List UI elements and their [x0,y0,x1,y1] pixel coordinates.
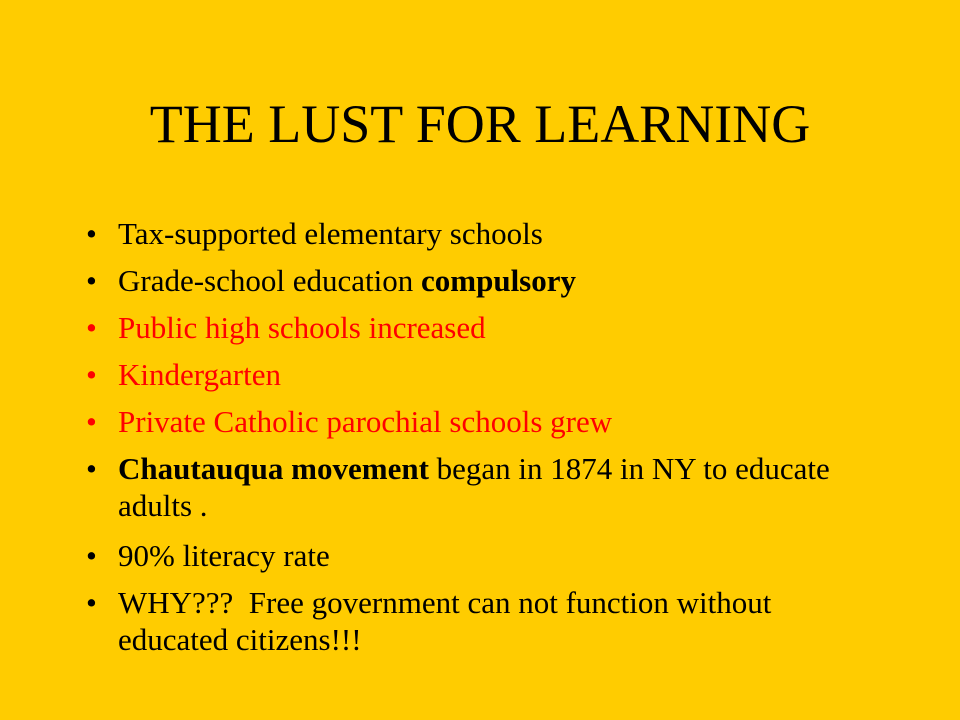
list-item-text: Tax-supported elementary schools [118,216,543,251]
list-item-text: Public high schools increased [118,310,486,345]
bullet-icon: • [86,310,97,345]
bullet-icon: • [86,585,97,620]
list-item-text: Grade-school education [118,263,421,298]
list-item-text: began in 1874 in NY to educate adults . [118,451,830,523]
bullet-icon: • [86,451,97,486]
bullet-icon: • [86,357,97,392]
list-item [86,403,886,440]
bullet-icon: • [86,263,97,298]
list-item-text: Private Catholic parochial schools grew [118,404,613,439]
list-item [86,309,886,346]
list-item-text: WHY??? Free government can not function without educated citizens!!! [118,585,780,657]
bullet-list [86,215,886,668]
bullet-icon: • [86,216,97,251]
list-item-bold-text: Chautauqua movement [118,451,429,486]
slide-title: THE LUST FOR LEARNING [149,94,811,154]
list-item [86,584,886,658]
list-item-text: 90% literacy rate [118,538,330,573]
list-item [86,356,886,393]
bullet-icon: • [86,404,97,439]
bullet-icon: • [86,538,97,573]
list-item-bold-text: compulsory [421,263,576,298]
list-item [86,262,886,299]
list-item [86,537,886,574]
list-item [86,450,886,524]
list-item [86,215,886,252]
list-item-text: Kindergarten [118,357,281,392]
